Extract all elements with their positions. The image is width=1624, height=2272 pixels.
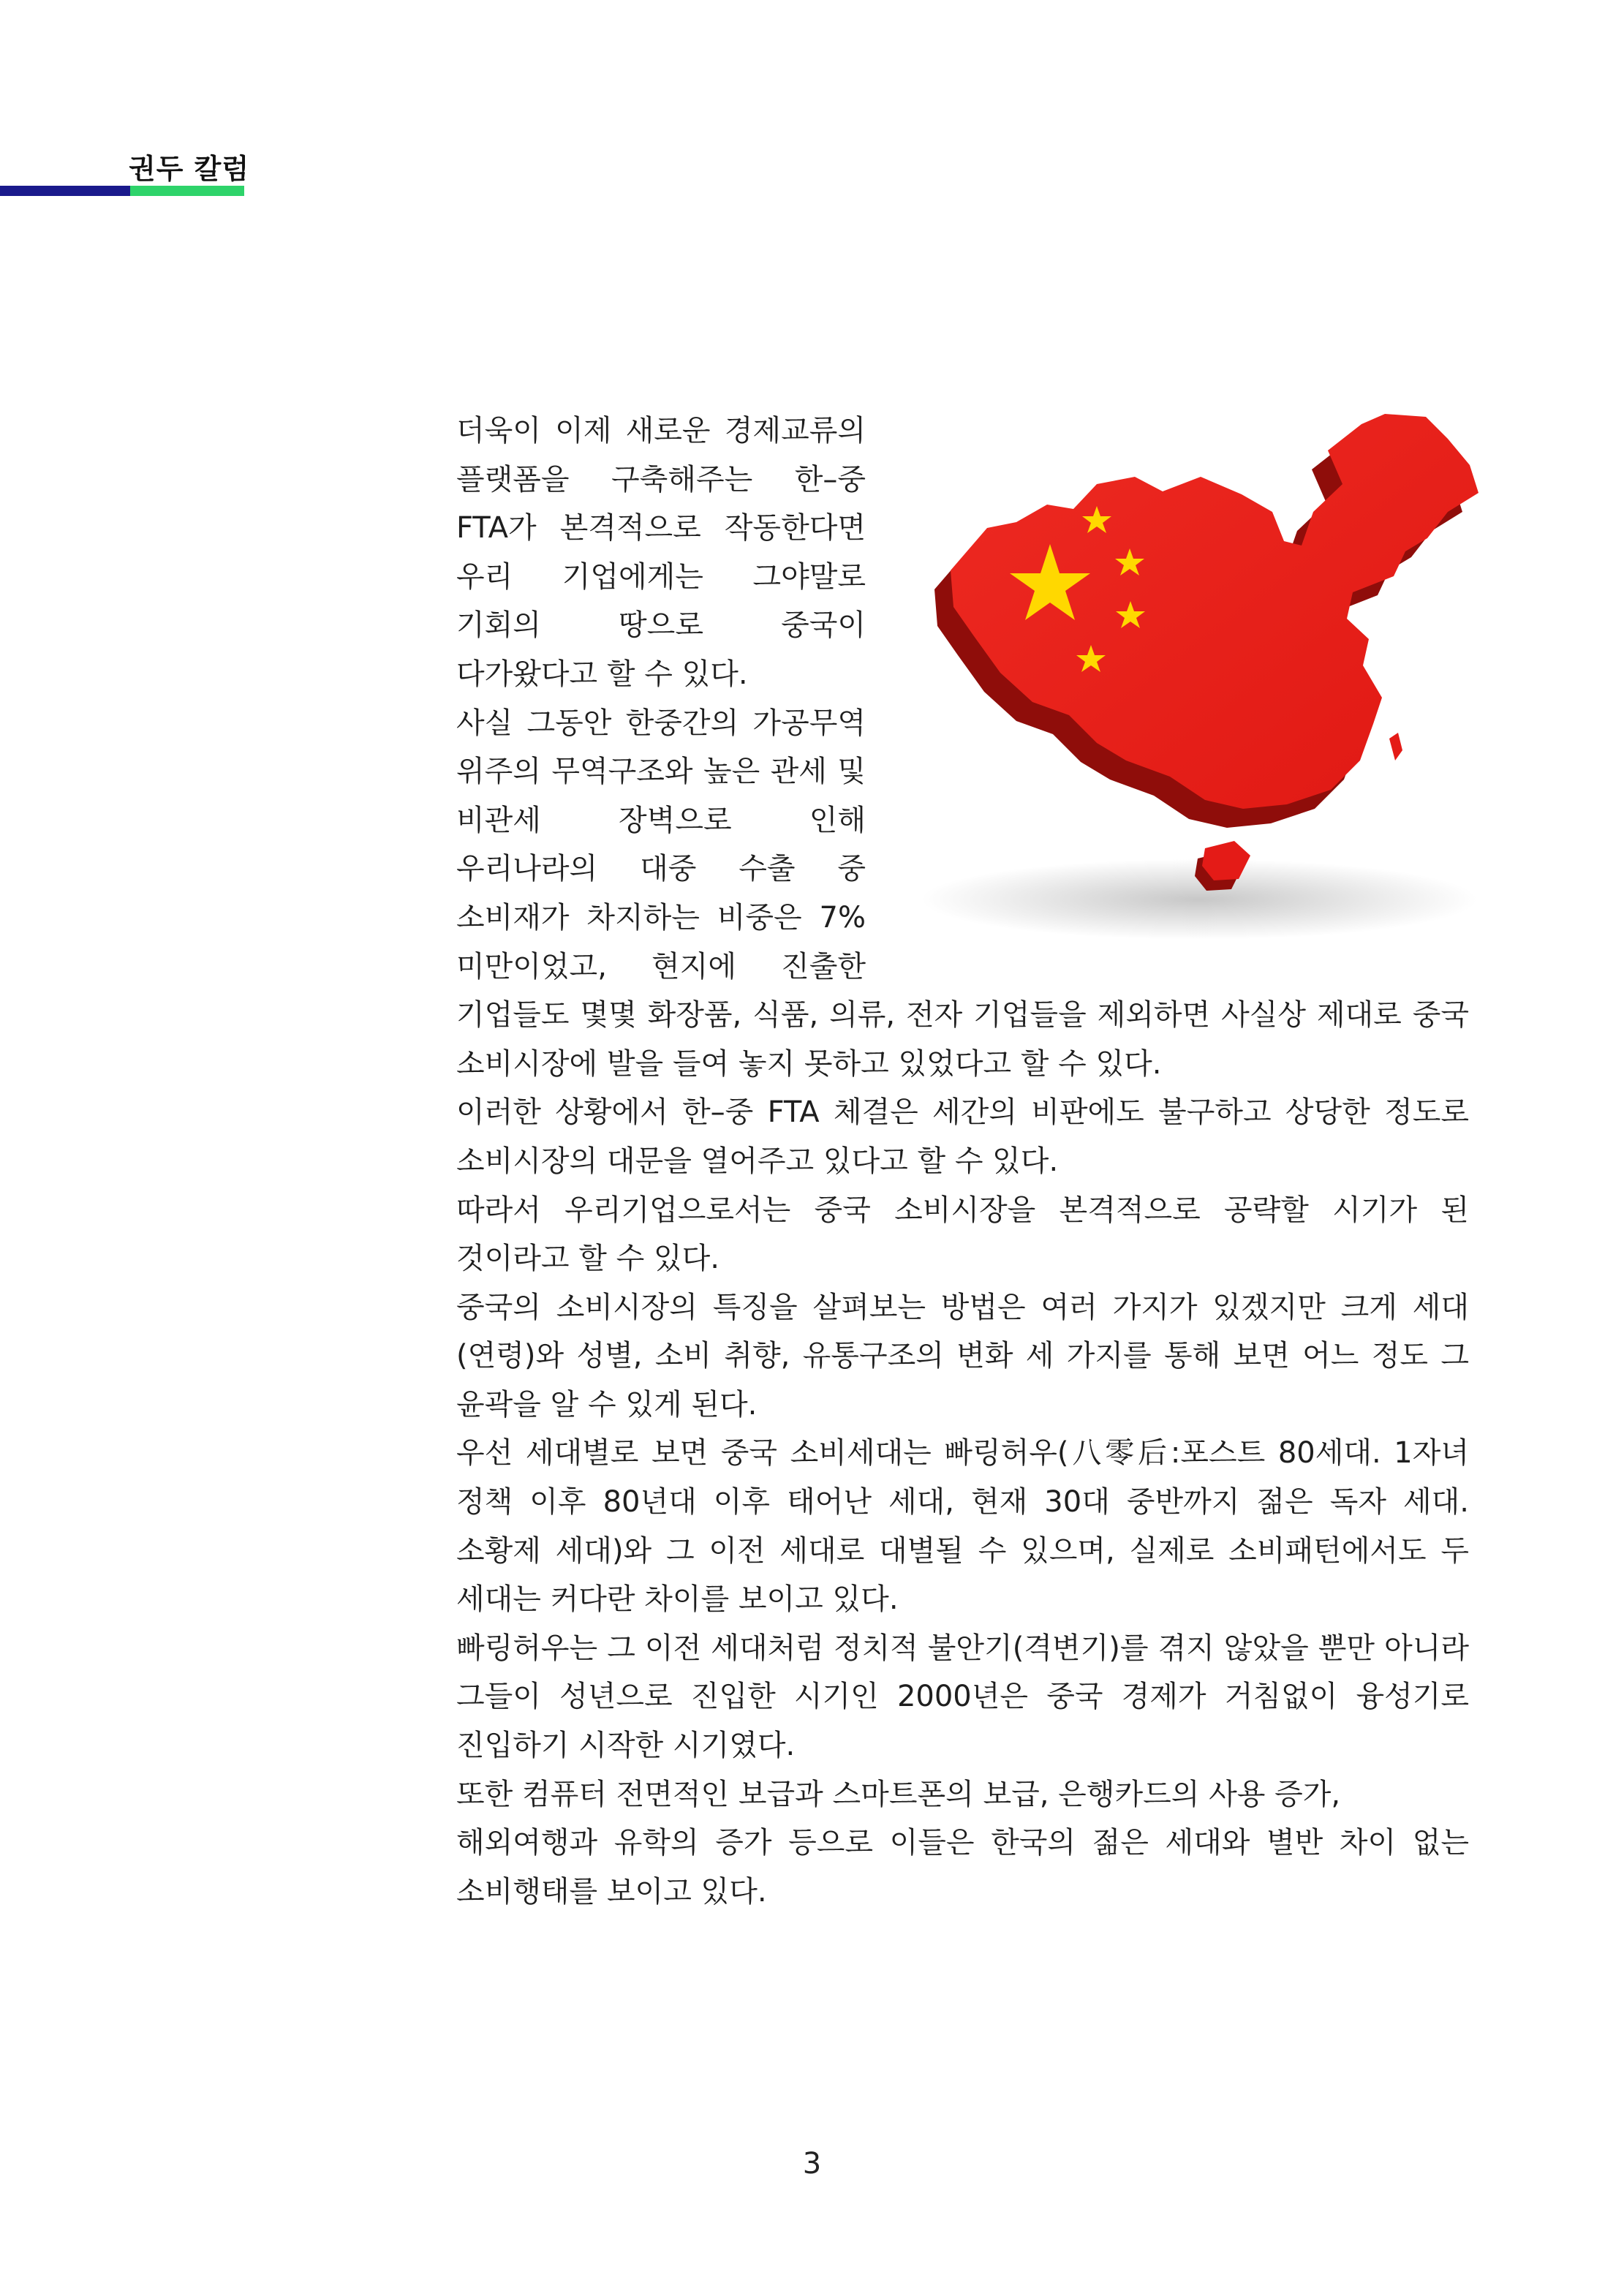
article-paragraph: 중국의 소비시장의 특징을 살펴보는 방법은 여러 가지가 있겠지만 크게 세대(연령)와 성별, 소비 취향, 유통구조의 변화 세 가지를 통해 보면 어느 정도 그 윤곽을 알 수 있게 된다. [456,1290,1469,1422]
article-paragraph: 사실 그동안 한중간의 가공무역 위주의 무역구조와 높은 관세 및 비관세 장벽으로 인해 우리나라의 대중 수출 중 소비재가 차지하는 비중은 7% 미만이었고, 현지에 진출한 기업들도 몇몇 화장품, 식품, 의류, 전자 기업들을 제외하면 사실상 제대로 중국 소비시장에 발을 들여 놓지 못하고 있었다고 할 수 있다. [456,706,1469,1081]
figure-wrap-spacer [866,407,1469,991]
article-paragraph: 빠링허우는 그 이전 세대처럼 정치적 불안기(격변기)를 겪지 않았을 뿐만 아니라 그들이 성년으로 진입한 시기인 2000년은 중국 경제가 거침없이 융성기로 진입하기 시작한 시기였다. [456,1631,1469,1763]
article-paragraph: 또한 컴퓨터 전면적인 보급과 스마트폰의 보급, 은행카드의 사용 증가, [456,1777,1341,1811]
header-rule-blue [0,186,130,196]
article-paragraph: 우선 세대별로 보면 중국 소비세대는 빠링허우(八零后:포스트 80세대. 1자녀 정책 이후 80년대 이후 태어난 세대, 현재 30대 중반까지 젊은 독자 세대. 소황제 세대)와 그 이전 세대로 대별될 수 있으며, 실제로 소비패턴에서도 두 세대는 커다란 차이를 보이고 있다. [456,1436,1469,1617]
header-rule-green [130,186,244,196]
article-paragraph: 더욱이 이제 새로운 경제교류의 플랫폼을 구축해주는 한–중 FTA가 본격적으로 작동한다면 우리 기업에게는 그야말로 기회의 땅으로 중국이 다가왔다고 할 수 있다. [456,414,866,691]
article-paragraph: 해외여행과 유학의 증가 등으로 이들은 한국의 젊은 세대와 별반 차이 없는 소비행태를 보이고 있다. [456,1826,1469,1909]
article-paragraph: 따라서 우리기업으로서는 중국 소비시장을 본격적으로 공략할 시기가 된 것이라고 할 수 있다. [456,1193,1469,1276]
article-paragraph: 이러한 상황에서 한–중 FTA 체결은 세간의 비판에도 불구하고 상당한 정도로 소비시장의 대문을 열어주고 있다고 할 수 있다. [456,1095,1469,1178]
page-number: 3 [802,2147,822,2181]
article-body [456,407,1469,1916]
column-category-label: 권두 칼럼 [129,153,250,185]
